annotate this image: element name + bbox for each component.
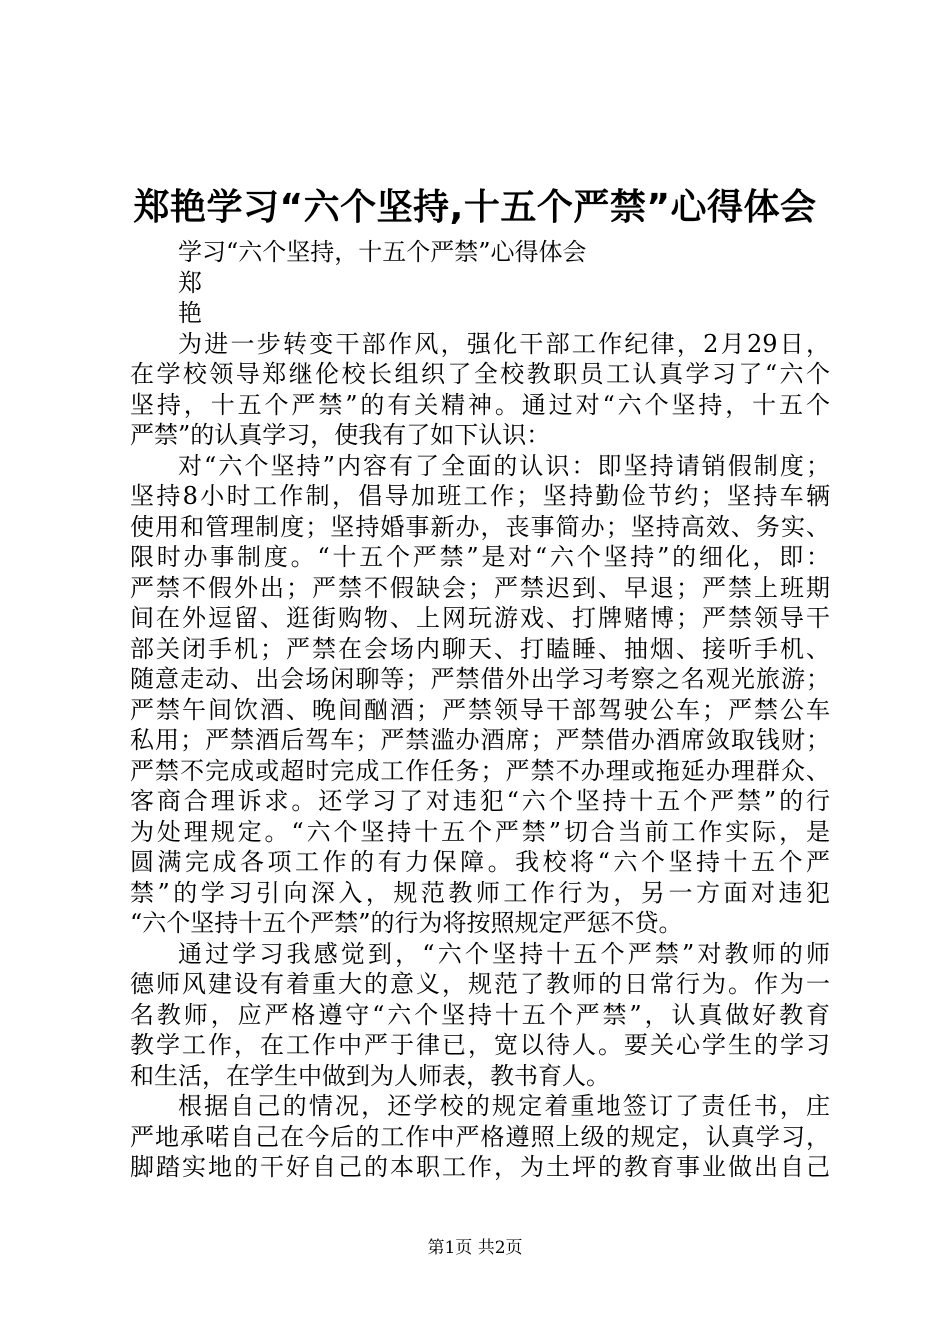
paragraph-3-line: 和生活，在学生中做到为人师表，教书育人。 [130,1061,610,1090]
document-body [130,237,830,1183]
subtitle-line: 学习“六个坚持，十五个严禁”心得体会 [178,238,587,266]
author-given-name-line: 艳 [178,299,202,327]
paragraph-2-line: 坚持8小时工作制，倡导加班工作；坚持勤俭节约；坚持车辆 [130,482,830,510]
paragraph-2-line: 私用；严禁酒后驾车；严禁滥办酒席；严禁借办酒席敛取钱财； [130,726,830,754]
paragraph-2-line: 圆满完成各项工作的有力保障。我校将“六个坚持十五个严 [130,848,830,876]
paragraph-2-line: 为处理规定。“六个坚持十五个严禁”切合当前工作实际，是 [130,817,830,846]
paragraph-1-line: 为进一步转变干部作风，强化干部工作纪律，2月29日， [178,329,830,358]
document-title: 郑艳学习“六个坚持,十五个严禁”心得体会 [133,187,817,228]
paragraph-2-line: 对“六个坚持”内容有了全面的认识：即坚持请销假制度； [178,451,830,480]
paragraph-2-line: 严禁不假外出；严禁不假缺会；严禁迟到、早退；严禁上班期 [130,573,830,602]
paragraph-3-line: 教学工作，在工作中严于律已，宽以待人。要关心学生的学习 [130,1031,830,1059]
paragraph-2-line: 间在外逗留、逛街购物、上网玩游戏、打牌赌博；严禁领导干 [130,604,830,632]
paragraph-1-line: 严禁”的认真学习，使我有了如下认识： [130,421,551,449]
author-surname-line: 郑 [178,268,202,297]
paragraph-4-line: 严地承喏自己在今后的工作中严格遵照上级的规定，认真学习， [130,1122,830,1151]
paragraph-2-line: 限时办事制度。“十五个严禁”是对“六个坚持”的细化，即： [130,543,830,571]
paragraph-2-line: 随意走动、出会场闲聊等；严禁借外出学习考察之名观光旅游； [130,665,830,693]
paragraph-2-line: 部关闭手机；严禁在会场内聊天、打瞌睡、抽烟、接听手机、 [130,634,830,663]
paragraph-2-line: 客商合理诉求。还学习了对违犯“六个坚持十五个严禁”的行 [130,787,830,815]
paragraph-1-line: 坚持，十五个严禁”的有关精神。通过对“六个坚持，十五个 [130,390,830,419]
paragraph-4-line: 根据自己的情况，还学校的规定着重地签订了责任书，庄 [178,1092,830,1120]
paragraph-2-line: 严禁不完成或超时完成工作任务；严禁不办理或拖延办理群众、 [130,756,830,785]
paragraph-2-line: “六个坚持十五个严禁”的行为将按照规定严惩不贷。 [130,909,683,937]
page-number-footer: 第1页 共2页 [427,1238,523,1258]
paragraph-2-line: 严禁午间饮酒、晚间酗酒；严禁领导干部驾驶公车；严禁公车 [130,695,830,724]
paragraph-2-line: 使用和管理制度；坚持婚事新办，丧事简办；坚持高效、务实、 [130,512,830,541]
paragraph-2-line: 禁”的学习引向深入，规范教师工作行为，另一方面对违犯 [130,878,830,907]
paragraph-3-line: 德师风建设有着重大的意义，规范了教师的日常行为。作为一 [130,970,830,998]
paragraph-3-line: 名教师，应严格遵守“六个坚持十五个严禁”，认真做好教育 [130,1000,830,1029]
paragraph-3-line: 通过学习我感觉到，“六个坚持十五个严禁”对教师的师 [178,939,830,968]
paragraph-1-line: 在学校领导郑继伦校长组织了全校教职员工认真学习了“六个 [130,360,830,388]
paragraph-4-line: 脚踏实地的干好自己的本职工作，为土坪的教育事业做出自己 [130,1153,830,1181]
